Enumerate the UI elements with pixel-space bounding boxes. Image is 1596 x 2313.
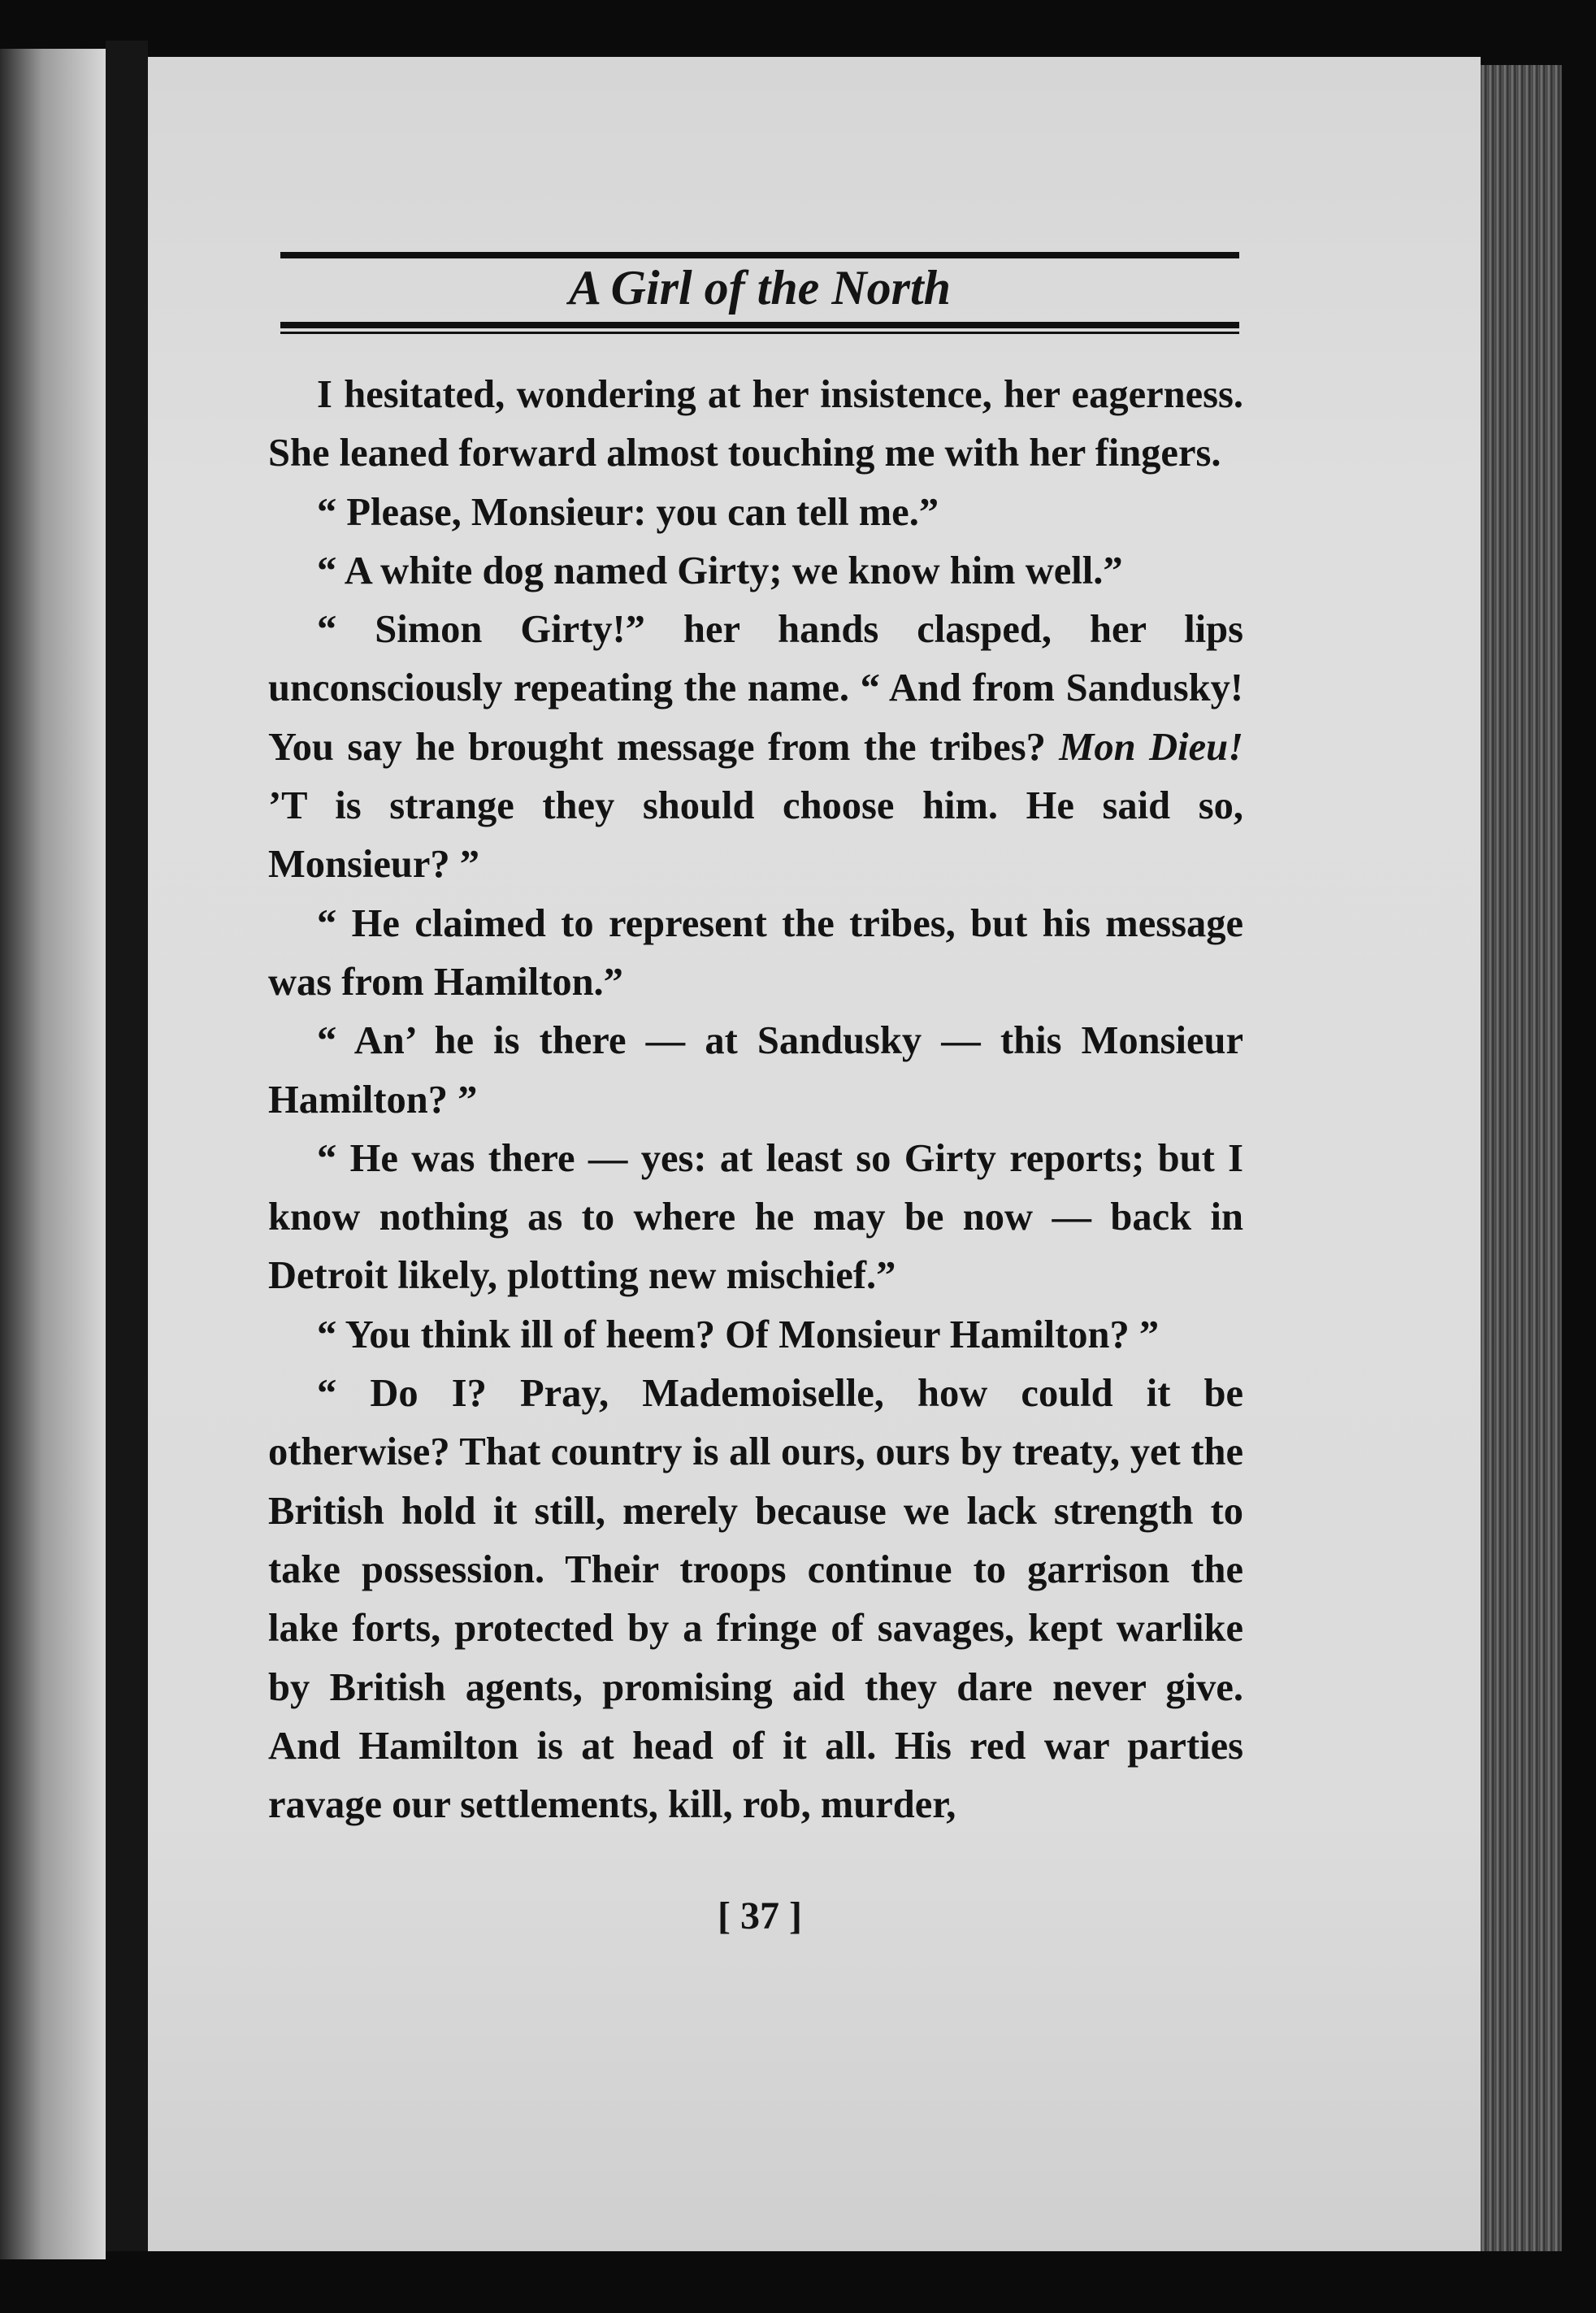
paragraph: “ You think ill of heem? Of Monsieur Hamilton? ” xyxy=(317,1313,1160,1356)
facing-page-edge xyxy=(0,49,106,2259)
paragraph: “ He was there — yes: at least so Girty reports; but I know nothing as to where he may be now — back in Detroit likely, plotting new mischief.” xyxy=(268,1136,1243,1298)
paragraph: “ A white dog named Girty; we know him well.” xyxy=(317,549,1123,592)
page-number: [ 37 ] xyxy=(718,1894,802,1938)
paragraph xyxy=(268,601,1243,894)
paragraph: “ Do I? Pray, Mademoiselle, how could it be otherwise? That country is all ours, ours by treaty, yet the British hold it still, merely because we lack strength to take possession. Their troops continue to garrison the lake forts, protected by a fringe of savages, kept warlike by British agents, promising aid they dare never give. And Hamilton is at head of it all. His red war parties ravage our settlements, kill, rob, murder, xyxy=(268,1372,1243,1827)
paragraph: “ An’ he is there — at Sandusky — this Monsieur Hamilton? ” xyxy=(268,1019,1243,1122)
header-rule-bottom-thin xyxy=(280,332,1239,334)
paragraph: “ He claimed to represent the tribes, but his message was from Hamilton.” xyxy=(268,901,1243,1004)
header-rule-top xyxy=(280,252,1239,258)
paragraph: “ Please, Monsieur: you can tell me.” xyxy=(317,490,939,534)
paragraph-text: ’T is strange they should choose him. He said so, Monsieur? ” xyxy=(268,784,1243,887)
paragraph: I hesitated, wondering at her insistence, her eagerness. She leaned forward almost touching me with her fingers. xyxy=(268,373,1243,475)
body-text xyxy=(268,366,1243,1834)
header-rule-bottom xyxy=(280,322,1239,328)
running-title: A Girl of the North xyxy=(568,261,952,315)
book-gutter xyxy=(106,41,148,2251)
italic-phrase: Mon Dieu! xyxy=(1059,725,1243,769)
page-stack-edge xyxy=(1481,65,1562,2251)
paragraph-text: “ Simon Girty!” her hands clasped, her lips unconsciously repeating the name. “ And from Sandusky! You say he brought message from the tribes? xyxy=(268,608,1243,769)
